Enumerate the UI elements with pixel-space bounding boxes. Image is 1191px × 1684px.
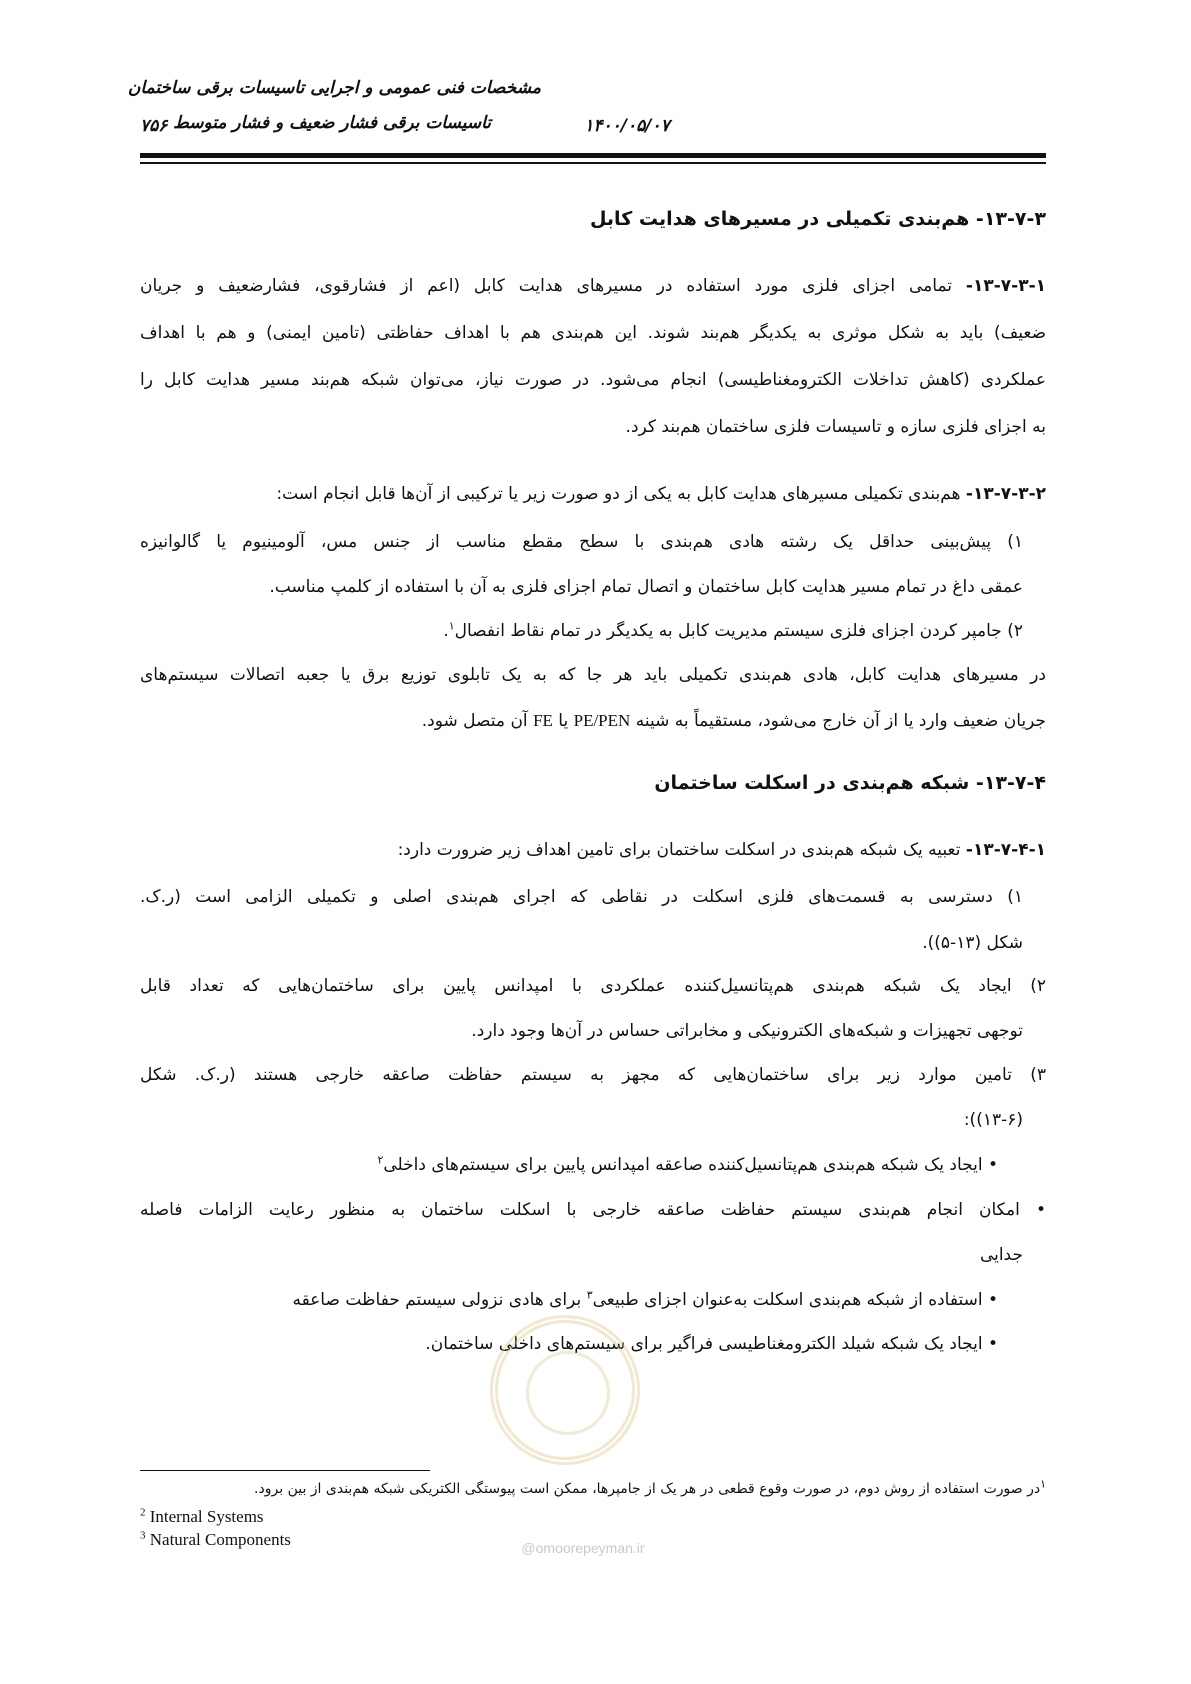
- bullet-item: • ایجاد یک شبکه شیلد الکترومغناطیسی فراگیر برای سیستم‌های داخلی ساختمان.: [425, 1334, 998, 1354]
- paragraph-text: جریان ضعیف وارد یا از آن خارج می‌شود، مستقیماً به شینه: [630, 711, 1046, 731]
- paragraph-text: آن متصل شود.: [421, 711, 534, 731]
- list-item-line: (۱۳-۶)):: [963, 1110, 1023, 1130]
- bullet-text: امکان انجام هم‌بندی سیستم حفاظت صاعقه خارجی با اسکلت ساختمان به منظور رعایت الزامات فاصله: [140, 1200, 1020, 1220]
- header-date: ۱۴۰۰/۰۵/۰۷: [584, 116, 670, 136]
- bullet-item: • استفاده از شبکه هم‌بندی اسکلت به‌عنوان اجزای طبیعی$^۳$ برای هادی نزولی سیستم حفاظت صاعقه: [292, 1288, 998, 1310]
- chapter-title: تاسیسات برقی فشار ضعیف و فشار متوسط: [173, 113, 491, 133]
- list-item-line: شکل (۱۳-۵)).: [922, 933, 1023, 953]
- footnote-ref-1: ۱: [448, 619, 455, 633]
- bullet-text: برای هادی نزولی سیستم حفاظت صاعقه: [292, 1290, 587, 1310]
- paragraph-13-7-4-1-line: [140, 837, 1046, 863]
- paragraph-number: ۱۳-۷-۴-۱-: [965, 840, 1046, 860]
- list-item-line: ۲) ایجاد یک شبکه هم‌بندی هم‌پتانسیل‌کننده عملکردی با امپدانس پایین برای ساختمان‌هایی که تعداد قابل: [140, 976, 1046, 996]
- page-number: ۷۵۶: [140, 116, 168, 136]
- paragraph-13-7-3-1-line: [140, 273, 1046, 299]
- paragraph-number: ۱۳-۷-۳-۱-: [965, 276, 1046, 296]
- list-item-line: ۱) دسترسی به قسمت‌های فلزی اسکلت در نقاطی که اجرای هم‌بندی اصلی و تکمیلی الزامی است (ر.ک.: [140, 887, 1023, 907]
- footnote-text: Internal Systems: [149, 1507, 264, 1526]
- paragraph-line: ضعیف) باید به شکل موثری به یکدیگر هم‌بند شوند. این هم‌بندی هم با اهداف حفاظتی (تامین ایمنی) و هم با اهداف: [140, 323, 1046, 343]
- bullet-text: ایجاد یک شبکه شیلد الکترومغناطیسی فراگیر برای سیستم‌های داخلی ساختمان.: [425, 1334, 983, 1354]
- header-rule-thin: [140, 162, 1046, 164]
- paragraph-line: در مسیرهای هدایت کابل، هادی هم‌بندی تکمیلی باید هر جا که به یک تابلوی توزیع برق یا جعبه اتصالات سیستم‌های: [140, 665, 1046, 685]
- footnote-3: [140, 1529, 540, 1551]
- bullet-item: • امکان انجام هم‌بندی سیستم حفاظت صاعقه خارجی با اسکلت ساختمان به منظور رعایت الزامات فاصله: [140, 1200, 1046, 1220]
- paragraph-text: تمامی اجزای فلزی مورد استفاده در مسیرهای هدایت کابل (اعم از فشارقوی، فشارضعیف و جریان: [140, 276, 966, 296]
- list-item-text: ۲) جامپر کردن اجزای فلزی سیستم مدیریت کابل به یکدیگر در تمام نقاط انفصال: [454, 621, 1023, 641]
- footnote-ref-2: ۲: [377, 1153, 384, 1167]
- watermark-text: @omoorepeyman.ir: [521, 1540, 645, 1556]
- paragraph-text: هم‌بندی تکمیلی مسیرهای هدایت کابل به یکی از دو صورت زیر یا ترکیبی از آن‌ها قابل انجام است:: [276, 484, 966, 504]
- book-title: مشخصات فنی عمومی و اجرایی تاسیسات برقی ساختمان: [127, 78, 541, 98]
- footnote-marker: 2: [140, 1506, 146, 1519]
- list-item-line: ۳) تامین موارد زیر برای ساختمان‌هایی که مجهز به سیستم حفاظت صاعقه خارجی هستند (ر.ک. شکل: [140, 1065, 1046, 1085]
- bus-label-fe: FE: [533, 711, 553, 730]
- footnote-text: در صورت استفاده از روش دوم، در صورت وقوع قطعی در هر یک از جامپرها، ممکن است پیوستگی الکتریکی شبکه هم‌بندی از بین برود.: [254, 1481, 1041, 1497]
- bullet-item: • ایجاد یک شبکه هم‌بندی هم‌پتانسیل‌کننده صاعقه امپدانس پایین برای سیستم‌های داخلی$^۲$: [377, 1153, 998, 1175]
- list-item-line: [140, 618, 1023, 644]
- section-heading-13-7-4: ۱۳-۷-۴- شبکه هم‌بندی در اسکلت ساختمان: [654, 772, 1046, 794]
- bus-label-pe-pen: PE/PEN: [573, 711, 631, 730]
- paragraph-line: عملکردی (کاهش تداخلات الکترومغناطیسی) انجام می‌شود. در صورت نیاز، می‌توان شبکه هم‌بند مسیر هدایت کابل را: [140, 370, 1046, 390]
- footnote-marker: ۱: [1040, 1477, 1046, 1491]
- bullet-text: ایجاد یک شبکه هم‌بندی هم‌پتانسیل‌کننده صاعقه امپدانس پایین برای سیستم‌های داخلی: [383, 1155, 983, 1175]
- footnote-2: [140, 1506, 540, 1528]
- bullet-continuation: جدایی: [979, 1245, 1023, 1265]
- paragraph-number: ۱۳-۷-۳-۲-: [965, 484, 1046, 504]
- footnote-text: Natural Components: [149, 1530, 291, 1549]
- footnote-ref-3: ۳: [586, 1288, 593, 1302]
- list-item-line: عمقی داغ در تمام مسیر هدایت کابل ساختمان و اتصال تمام اجزای فلزی به آن با استفاده از کلمپ مناسب.: [269, 577, 1023, 597]
- watermark-seal-inner: [526, 1351, 610, 1435]
- paragraph-13-7-3-2-line: [140, 481, 1046, 507]
- bullet-text: استفاده از شبکه هم‌بندی اسکلت به‌عنوان اجزای طبیعی: [592, 1290, 983, 1310]
- footnote-rule: [140, 1470, 430, 1471]
- paragraph-text: تعبیه یک شبکه هم‌بندی در اسکلت ساختمان برای تامین اهداف زیر ضرورت دارد:: [397, 840, 966, 860]
- header-rule-thick: [140, 153, 1046, 158]
- watermark-seal-icon: [490, 1315, 640, 1465]
- list-item-line: ۱) پیش‌بینی حداقل یک رشته هادی هم‌بندی با سطح مقطع مناسب از جنس مس، آلومینیوم یا گالوانیزه: [140, 532, 1023, 552]
- paragraph-text: یا: [552, 711, 574, 731]
- paragraph-line: [140, 708, 1046, 734]
- paragraph-line: به اجزای فلزی سازه و تاسیسات فلزی ساختمان هم‌بند کرد.: [625, 417, 1046, 437]
- section-heading-13-7-3: ۱۳-۷-۳- هم‌بندی تکمیلی در مسیرهای هدایت کابل: [589, 208, 1046, 230]
- list-item-end: .: [443, 621, 449, 641]
- list-item-line: توجهی تجهیزات و شبکه‌های الکترونیکی و مخابراتی حساس در آن‌ها وجود دارد.: [471, 1021, 1023, 1041]
- footnote-marker: 3: [140, 1529, 146, 1542]
- footnote-1: [140, 1478, 1046, 1500]
